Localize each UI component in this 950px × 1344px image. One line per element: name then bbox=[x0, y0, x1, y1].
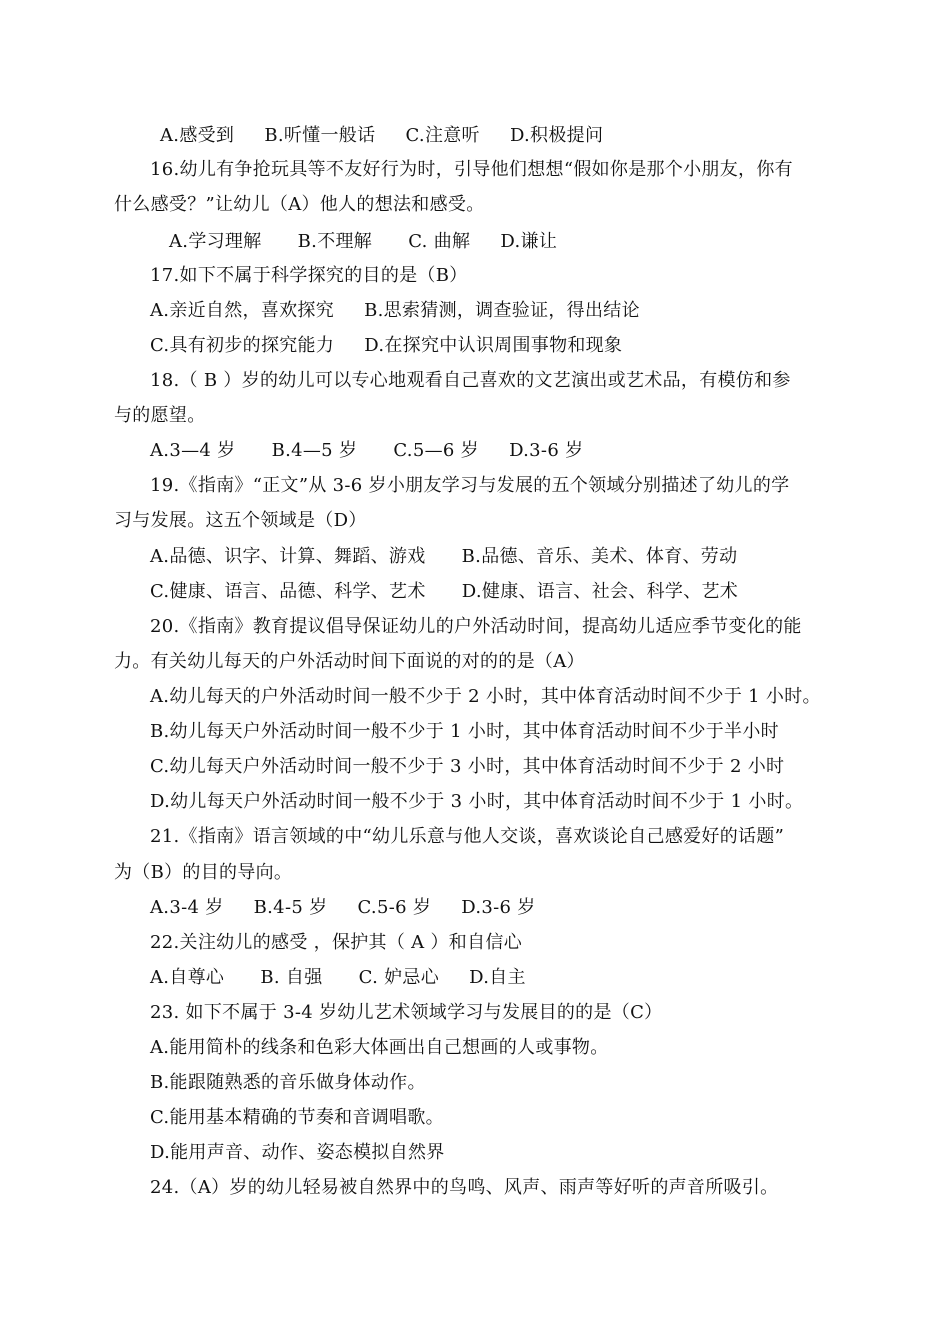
q18-options: A.3—4 岁 B.4—5 岁 C.5—6 岁 D.3-6 岁 bbox=[150, 440, 584, 461]
q21-question-line1: 21.《指南》语言领域的中“幼儿乐意与他人交谈，喜欢谈论自己感爱好的话题” bbox=[150, 826, 785, 847]
q22-question: 22.关注幼儿的感受 ，保护其（ A ）和自信心 bbox=[150, 932, 522, 953]
q20-question-line2: 力。有关幼儿每天的户外活动时间下面说的对的的是（A） bbox=[114, 651, 585, 672]
q20-question-line1: 20.《指南》教育提议倡导保证幼儿的户外活动时间，提高幼儿适应季节变化的能 bbox=[150, 616, 802, 637]
q20-option-c: C.幼儿每天户外活动时间一般不少于 3 小时，其中体育活动时间不少于 2 小时 bbox=[150, 756, 785, 777]
q24-question: 24.（A）岁的幼儿轻易被自然界中的鸟鸣、风声、雨声等好听的声音所吸引。 bbox=[150, 1177, 779, 1198]
q21-options: A.3-4 岁 B.4-5 岁 C.5-6 岁 D.3-6 岁 bbox=[150, 897, 536, 918]
q21-question-line2: 为（B）的目的导向。 bbox=[114, 862, 293, 883]
q22-options: A.自尊心 B. 自强 C. 妒忌心 D.自主 bbox=[150, 967, 526, 988]
q19-options-row1: A.品德、识字、计算、舞蹈、游戏 B.品德、音乐、美术、体育、劳动 bbox=[150, 546, 738, 567]
q19-options-row2: C.健康、语言、品德、科学、艺术 D.健康、语言、社会、科学、艺术 bbox=[150, 581, 739, 602]
q23-question: 23. 如下不属于 3-4 岁幼儿艺术领域学习与发展目的的是（C） bbox=[150, 1002, 663, 1023]
q19-question-line2: 习与发展。这五个领域是（D） bbox=[114, 510, 367, 531]
q17-question: 17.如下不属于科学探究的目的是（B） bbox=[150, 265, 468, 286]
q23-option-a: A.能用简朴的线条和色彩大体画出自己想画的人或事物。 bbox=[150, 1037, 609, 1058]
q23-option-d: D.能用声音、动作、姿态模拟自然界 bbox=[150, 1142, 445, 1163]
q15-options: A.感受到 B.听懂一般话 C.注意听 D.积极提问 bbox=[160, 125, 604, 146]
q17-options-row1: A.亲近自然，喜欢探究 B.思索猜测，调查验证，得出结论 bbox=[150, 300, 640, 321]
q16-question-line1: 16.幼儿有争抢玩具等不友好行为时，引导他们想想“假如你是那个小朋友，你有 bbox=[150, 159, 793, 180]
q20-option-a: A.幼儿每天的户外活动时间一般不少于 2 小时，其中体育活动时间不少于 1 小时。 bbox=[150, 686, 821, 707]
q20-option-d: D.幼儿每天户外活动时间一般不少于 3 小时，其中体育活动时间不少于 1 小时。 bbox=[150, 791, 804, 812]
q20-option-b: B.幼儿每天户外活动时间一般不少于 1 小时，其中体育活动时间不少于半小时 bbox=[150, 721, 779, 742]
q17-options-row2: C.具有初步的探究能力 D.在探究中认识周围事物和现象 bbox=[150, 335, 623, 356]
q23-option-b: B.能跟随熟悉的音乐做身体动作。 bbox=[150, 1072, 426, 1093]
q23-option-c: C.能用基本精确的节奏和音调唱歌。 bbox=[150, 1107, 444, 1128]
q18-question-line2: 与的愿望。 bbox=[114, 405, 206, 426]
q19-question-line1: 19.《指南》“正文”从 3-6 岁小朋友学习与发展的五个领域分别描述了幼儿的学 bbox=[150, 475, 790, 496]
q16-question-line2: 什么感受？”让幼儿（A）他人的想法和感受。 bbox=[114, 194, 485, 215]
q18-question-line1: 18.（ B ）岁的幼儿可以专心地观看自己喜欢的文艺演出或艺术品，有模仿和参 bbox=[150, 370, 791, 391]
q16-options: A.学习理解 B.不理解 C. 曲解 D.谦让 bbox=[169, 231, 558, 252]
